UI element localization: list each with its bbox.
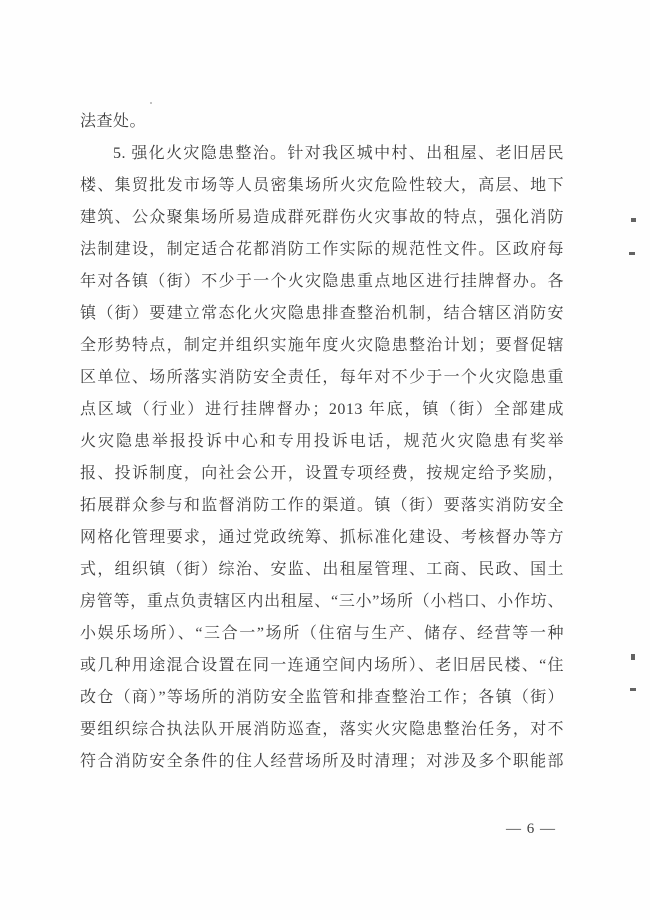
scan-artifact-mark [629,252,635,255]
text-line: 镇（街）要建立常态化火灾隐患排查整治机制，结合辖区消防安 [80,305,564,322]
text-line: 网格化管理要求，通过党政统筹、抓标准化建设、考核督办等方 [80,529,564,546]
text-line: 点区域（行业）进行挂牌督办；2013 年底，镇（街）全部建成 [80,401,564,418]
text-line: 年对各镇（街）不少于一个火灾隐患重点地区进行挂牌督办。各 [80,273,564,290]
text-line: 法制建设，制定适合花都消防工作实际的规范性文件。区政府每 [80,241,564,258]
text-line: 火灾隐患举报投诉中心和专用投诉电话，规范火灾隐患有奖举 [80,433,564,450]
text-line: 建筑、公众聚集场所易造成群死群伤火灾事故的特点，强化消防 [80,209,564,226]
text-line: 式，组织镇（街）综治、安监、出租屋管理、工商、民政、国土 [80,561,564,578]
text-line: 或几种用途混合设置在同一连通空间内场所）、老旧居民楼、“住 [80,657,564,674]
page-number: — 6 — [506,821,556,837]
text-line: 法查处。 [80,113,147,130]
text-line: 要组织综合执法队开展消防巡查，落实火灾隐患整治任务，对不 [80,721,564,738]
body-text [80,106,564,778]
text-line: 楼、集贸批发市场等人员密集场所火灾危险性较大，高层、地下 [80,177,564,194]
scan-speck [150,102,152,104]
text-line: 符合消防安全条件的住人经营场所及时清理；对涉及多个职能部 [80,753,564,770]
text-line: 改仓（商）”等场所的消防安全监管和排查整治工作；各镇（街） [80,689,564,706]
scan-artifact-mark [631,654,635,660]
scan-artifact-mark [630,688,636,691]
text-line: 房管等，重点负责辖区内出租屋、“三小”场所（小档口、小作坊、 [80,593,564,610]
text-line: 报、投诉制度，向社会公开，设置专项经费，按规定给予奖励， [80,465,564,482]
text-line: 小娱乐场所）、“三合一”场所（住宿与生产、储存、经营等一种 [80,625,564,642]
text-line: 全形势特点，制定并组织实施年度火灾隐患整治计划；要督促辖 [80,337,564,354]
scan-artifact-mark [631,218,636,222]
text-line: 5. 强化火灾隐患整治。针对我区城中村、出租屋、老旧居民 [113,145,564,162]
text-line: 区单位、场所落实消防安全责任，每年对不少于一个火灾隐患重 [80,369,564,386]
text-line: 拓展群众参与和监督消防工作的渠道。镇（街）要落实消防安全 [80,497,564,514]
